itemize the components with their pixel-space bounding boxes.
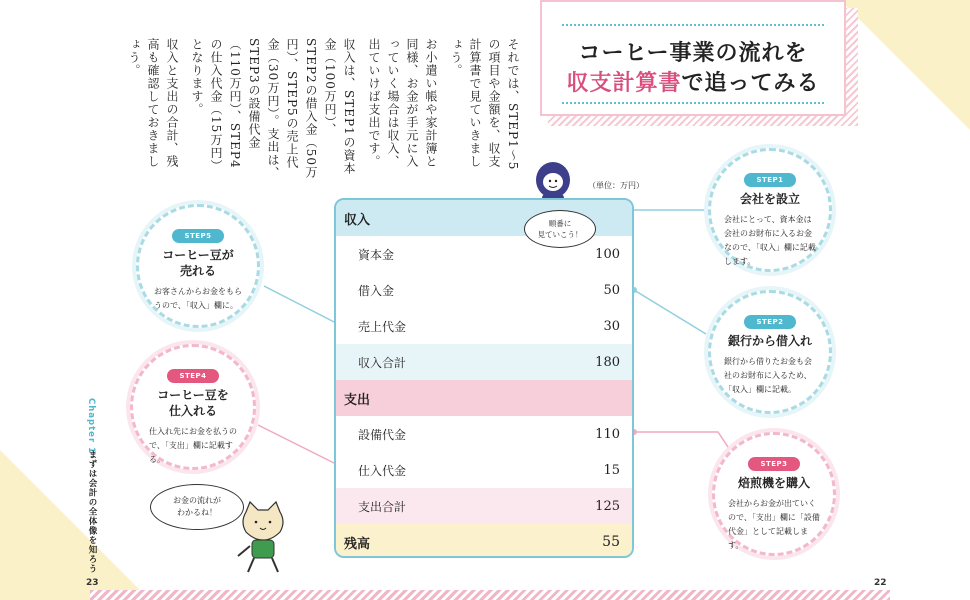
chapter-label: Chapter 1 [86,398,96,455]
step-badge: STEP2 [744,315,795,329]
step-body: お客さんからお金をもらうので、「収入」欄に。 [154,287,242,310]
row-label: 売上代金 [358,319,407,334]
body-paragraph-2: お小遣い帳や家計簿と同様、お金が手元に入っていく場合は収入、出ていけば支出です。 [367,38,438,168]
income-expense-statement [334,198,634,558]
mascot-speech-bubble [524,210,596,248]
page-number-right: 22 [874,578,887,588]
step5-circle [136,204,260,328]
step-badge: STEP4 [167,369,218,383]
step-badge: STEP5 [172,229,223,243]
row-value: 100 [595,246,620,262]
step-title: 会社を設立 [739,192,800,206]
cat-mascot-icon [232,500,294,576]
expense-header-row [336,380,632,416]
step2-circle [708,290,832,414]
row-label: 残高 [344,536,371,552]
title-line1: コーヒー事業の流れを [578,41,808,66]
step-badge: STEP1 [744,173,795,187]
table-row [336,452,632,488]
step-body: 会社にとって、資本金は会社のお財布に入るお金なので、「収入」欄に記載します。 [724,215,816,266]
row-value: 110 [595,426,620,442]
chapter-subtitle: まずは会計の全体像を知ろう [87,450,97,574]
row-value: 15 [603,462,620,478]
balance-row [336,524,632,558]
row-label: 設備代金 [358,427,407,442]
step-body: 銀行から借りたお金も会社のお財布に入るため、「収入」欄に記載。 [724,357,812,394]
table-row [336,416,632,452]
income-total-row [336,344,632,380]
table-row [336,272,632,308]
step-body: 仕入れ先にお金を払うので、「支出」欄に記載する。 [149,427,237,464]
body-paragraph-3: 収入は、STEP1の資本金（100万円）、STEP2の借入金（50万円）、STEP5の売上代金（30万円）。支出は、STEP3の設備代金（110万円）、STEP4の仕入代金（15万円）となります。 [190,38,356,180]
step-body: 会社からお金が出ていくので、「支出」欄に「設備代金」として記載します。 [728,499,820,550]
table-row [336,308,632,344]
row-value: 30 [603,318,620,334]
speech-text: お金の流れが わかるね！ [173,496,221,517]
step-title: 銀行から借入れ [727,334,812,348]
row-label: 収入合計 [358,355,407,370]
step-title: コーヒー豆を 仕入れる [157,388,229,418]
row-value: 50 [603,282,620,298]
income-header: 収入 [344,212,371,228]
cat-speech-bubble [150,484,244,530]
row-label: 支出合計 [358,499,407,514]
step3-circle [712,432,836,556]
row-value: 55 [602,534,620,550]
expense-total-row [336,488,632,524]
step1-circle [708,148,832,272]
unit-label: （単位：万円） [588,181,644,190]
row-value: 125 [595,498,620,514]
table-row [336,236,632,272]
body-paragraph-4: 収入と支出の合計、残高も確認しておきましょう。 [127,38,179,168]
page-number-left: 23 [86,578,99,588]
step-badge: STEP3 [748,457,799,471]
step4-circle [130,344,256,470]
title-highlight: 収支計算書 [566,71,682,96]
row-value: 180 [595,354,620,370]
row-label: 資本金 [358,247,395,262]
row-label: 仕入代金 [358,463,407,478]
speech-text: 順番に 見ていこう！ [537,219,583,239]
title-rest: で追ってみる [681,71,820,96]
row-label: 借入金 [358,283,395,298]
step-title: コーヒー豆が 売れる [162,248,234,278]
body-paragraph-1: それでは、STEP1〜5の項目や金額を、収支計算書で見ていきましょう。 [449,38,520,171]
step-title: 焙煎機を購入 [737,476,810,490]
expense-header: 支出 [344,392,371,408]
